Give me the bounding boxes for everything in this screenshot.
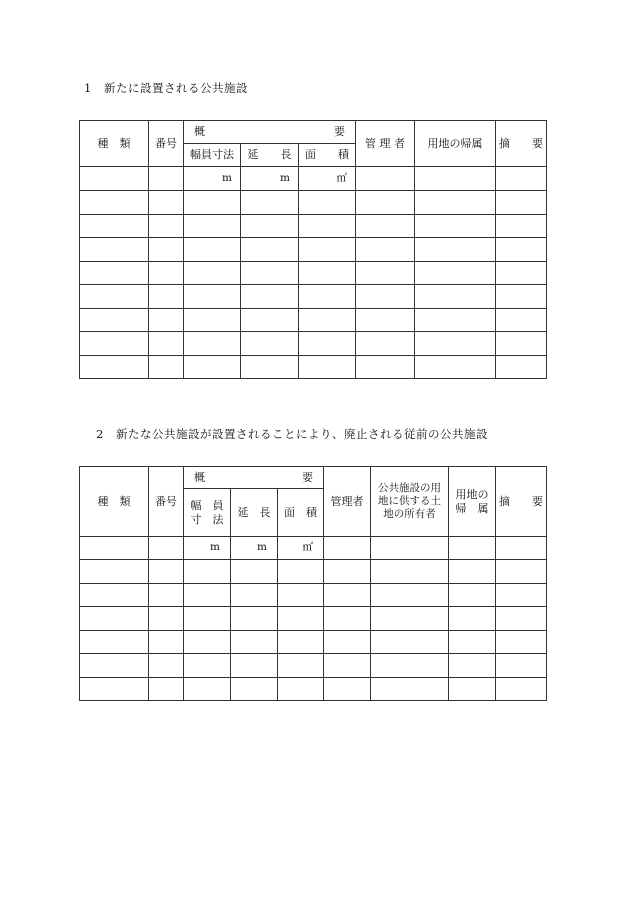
cell[interactable] <box>80 214 149 238</box>
cell[interactable] <box>496 355 547 379</box>
cell[interactable] <box>149 261 184 285</box>
cell[interactable] <box>80 285 149 309</box>
cell[interactable] <box>231 677 278 701</box>
cell[interactable] <box>80 355 149 379</box>
cell[interactable] <box>184 214 241 238</box>
cell[interactable] <box>80 261 149 285</box>
cell[interactable] <box>371 607 449 631</box>
header-area: 面 積 <box>278 489 324 537</box>
cell[interactable] <box>299 238 356 262</box>
cell[interactable] <box>356 191 415 215</box>
header-number: 番号 <box>149 467 184 537</box>
table-row <box>80 654 547 678</box>
cell[interactable] <box>496 261 547 285</box>
cell[interactable] <box>149 355 184 379</box>
cell[interactable] <box>324 677 371 701</box>
header-owner-line1: 公共施設の用 <box>378 481 442 494</box>
cell-manager[interactable] <box>356 167 415 191</box>
cell[interactable] <box>278 654 324 678</box>
header-kind: 種 類 <box>80 467 149 537</box>
table-row <box>80 214 547 238</box>
header-overview-right: 要 <box>302 470 314 484</box>
cell[interactable] <box>80 583 149 607</box>
cell[interactable] <box>371 560 449 584</box>
cell[interactable] <box>241 191 299 215</box>
cell[interactable] <box>149 285 184 309</box>
cell[interactable] <box>299 308 356 332</box>
cell[interactable] <box>415 238 496 262</box>
cell[interactable] <box>324 654 371 678</box>
cell[interactable] <box>149 238 184 262</box>
cell[interactable] <box>371 654 449 678</box>
unit-length: m <box>231 537 278 560</box>
header-width: 幅員寸法 <box>184 144 241 167</box>
header-overview <box>184 121 356 144</box>
cell-remarks[interactable] <box>496 537 547 560</box>
cell[interactable] <box>449 630 496 654</box>
cell[interactable] <box>299 214 356 238</box>
cell[interactable] <box>449 654 496 678</box>
header-length: 延 長 <box>231 489 278 537</box>
table-row <box>80 191 547 215</box>
header-overview-left: 概 <box>194 125 205 139</box>
cell[interactable] <box>149 308 184 332</box>
cell[interactable] <box>149 332 184 356</box>
unit-area: ㎡ <box>299 167 356 191</box>
cell[interactable] <box>231 560 278 584</box>
cell[interactable] <box>415 308 496 332</box>
header-manager: 管 理 者 <box>356 121 415 167</box>
cell[interactable] <box>371 583 449 607</box>
table-row <box>80 308 547 332</box>
header-owner-line2: 地に供する土 <box>378 494 442 507</box>
cell[interactable] <box>496 560 547 584</box>
header-land-line2: 帰 属 <box>455 501 489 515</box>
cell-number[interactable] <box>149 537 184 560</box>
section1-table <box>79 120 547 379</box>
cell-remarks[interactable] <box>496 167 547 191</box>
cell[interactable] <box>496 654 547 678</box>
cell[interactable] <box>415 261 496 285</box>
cell[interactable] <box>415 191 496 215</box>
cell[interactable] <box>496 583 547 607</box>
section2-heading <box>96 426 488 442</box>
cell[interactable] <box>149 214 184 238</box>
header-land-owner-of-site <box>371 467 449 537</box>
cell[interactable] <box>299 332 356 356</box>
cell-land-owner[interactable] <box>415 167 496 191</box>
unit-width: m <box>184 537 231 560</box>
cell[interactable] <box>80 332 149 356</box>
header-kind: 種 類 <box>80 121 149 167</box>
cell[interactable] <box>184 308 241 332</box>
cell[interactable] <box>184 560 231 584</box>
cell[interactable] <box>184 654 231 678</box>
cell[interactable] <box>449 583 496 607</box>
cell[interactable] <box>496 214 547 238</box>
header-land-owner: 用地の帰属 <box>415 121 496 167</box>
header-remarks: 摘 要 <box>496 467 547 537</box>
section2-number: 2 <box>96 427 104 441</box>
cell[interactable] <box>496 191 547 215</box>
cell[interactable] <box>496 630 547 654</box>
cell[interactable] <box>241 285 299 309</box>
cell[interactable] <box>371 677 449 701</box>
cell[interactable] <box>278 677 324 701</box>
header-area: 面 積 <box>299 144 356 167</box>
cell[interactable] <box>184 261 241 285</box>
table-row <box>80 355 547 379</box>
cell[interactable] <box>231 654 278 678</box>
cell[interactable] <box>278 560 324 584</box>
cell[interactable] <box>299 261 356 285</box>
cell[interactable] <box>356 285 415 309</box>
cell[interactable] <box>80 654 149 678</box>
cell[interactable] <box>299 285 356 309</box>
cell[interactable] <box>80 607 149 631</box>
cell[interactable] <box>278 607 324 631</box>
cell[interactable] <box>299 355 356 379</box>
cell[interactable] <box>415 214 496 238</box>
table-row <box>80 560 547 584</box>
cell[interactable] <box>324 630 371 654</box>
header-remarks: 摘 要 <box>496 121 547 167</box>
cell[interactable] <box>241 261 299 285</box>
header-owner-line3: 地の所有者 <box>383 508 436 521</box>
header-land-attribution <box>449 467 496 537</box>
section2-table <box>79 466 547 701</box>
cell[interactable] <box>231 607 278 631</box>
table-row <box>80 261 547 285</box>
cell[interactable] <box>184 677 231 701</box>
cell[interactable] <box>149 191 184 215</box>
cell[interactable] <box>356 308 415 332</box>
header-overview-left: 概 <box>194 470 205 484</box>
cell-kind[interactable] <box>80 167 149 191</box>
cell[interactable] <box>415 355 496 379</box>
cell-land[interactable] <box>449 537 496 560</box>
cell[interactable] <box>80 308 149 332</box>
cell[interactable] <box>496 238 547 262</box>
cell[interactable] <box>184 355 241 379</box>
table-row <box>80 583 547 607</box>
section1-title: 新たに設置される公共施設 <box>104 81 248 95</box>
header-width-line1: 幅 員 <box>190 498 224 512</box>
cell[interactable] <box>80 630 149 654</box>
cell[interactable] <box>149 607 184 631</box>
cell-number[interactable] <box>149 167 184 191</box>
table-row <box>80 332 547 356</box>
header-number: 番号 <box>149 121 184 167</box>
cell[interactable] <box>184 332 241 356</box>
cell[interactable] <box>149 583 184 607</box>
cell[interactable] <box>149 654 184 678</box>
table-row <box>80 285 547 309</box>
cell[interactable] <box>371 630 449 654</box>
cell[interactable] <box>184 583 231 607</box>
cell[interactable] <box>241 332 299 356</box>
header-width-line2: 寸 法 <box>190 512 224 526</box>
cell[interactable] <box>449 607 496 631</box>
table-row <box>80 607 547 631</box>
cell-owner[interactable] <box>371 537 449 560</box>
table-row <box>80 238 547 262</box>
cell[interactable] <box>449 677 496 701</box>
cell[interactable] <box>149 677 184 701</box>
cell[interactable] <box>80 677 149 701</box>
cell[interactable] <box>184 607 231 631</box>
cell[interactable] <box>241 308 299 332</box>
cell[interactable] <box>496 607 547 631</box>
cell[interactable] <box>80 191 149 215</box>
cell[interactable] <box>149 560 184 584</box>
cell[interactable] <box>496 308 547 332</box>
cell-kind[interactable] <box>80 537 149 560</box>
cell[interactable] <box>278 630 324 654</box>
cell[interactable] <box>241 238 299 262</box>
cell[interactable] <box>184 630 231 654</box>
header-overview <box>184 467 324 489</box>
cell[interactable] <box>278 583 324 607</box>
cell[interactable] <box>324 583 371 607</box>
cell[interactable] <box>241 214 299 238</box>
header-manager: 管理者 <box>324 467 371 537</box>
cell[interactable] <box>449 560 496 584</box>
cell[interactable] <box>324 560 371 584</box>
cell[interactable] <box>324 607 371 631</box>
cell[interactable] <box>231 583 278 607</box>
cell[interactable] <box>241 355 299 379</box>
cell-manager[interactable] <box>324 537 371 560</box>
table-row <box>80 537 547 560</box>
cell[interactable] <box>356 214 415 238</box>
table-row <box>80 677 547 701</box>
header-length: 延 長 <box>241 144 299 167</box>
header-width <box>184 489 231 537</box>
cell[interactable] <box>299 191 356 215</box>
header-land-line1: 用地の <box>455 487 489 501</box>
cell[interactable] <box>184 191 241 215</box>
cell[interactable] <box>356 261 415 285</box>
cell[interactable] <box>496 677 547 701</box>
cell[interactable] <box>356 355 415 379</box>
section1-heading <box>84 80 248 96</box>
cell[interactable] <box>149 630 184 654</box>
unit-width: m <box>184 167 241 191</box>
section2-title: 新たな公共施設が設置されることにより、廃止される従前の公共施設 <box>116 427 488 441</box>
cell[interactable] <box>356 238 415 262</box>
cell[interactable] <box>80 560 149 584</box>
cell[interactable] <box>184 238 241 262</box>
header-overview-right: 要 <box>334 125 346 139</box>
cell[interactable] <box>80 238 149 262</box>
section1-number: 1 <box>84 81 92 95</box>
table-row <box>80 630 547 654</box>
cell[interactable] <box>415 285 496 309</box>
cell[interactable] <box>415 332 496 356</box>
cell[interactable] <box>496 285 547 309</box>
cell[interactable] <box>496 332 547 356</box>
unit-length: m <box>241 167 299 191</box>
cell[interactable] <box>231 630 278 654</box>
unit-area: ㎡ <box>278 537 324 560</box>
cell[interactable] <box>356 332 415 356</box>
table-row <box>80 167 547 191</box>
cell[interactable] <box>184 285 241 309</box>
